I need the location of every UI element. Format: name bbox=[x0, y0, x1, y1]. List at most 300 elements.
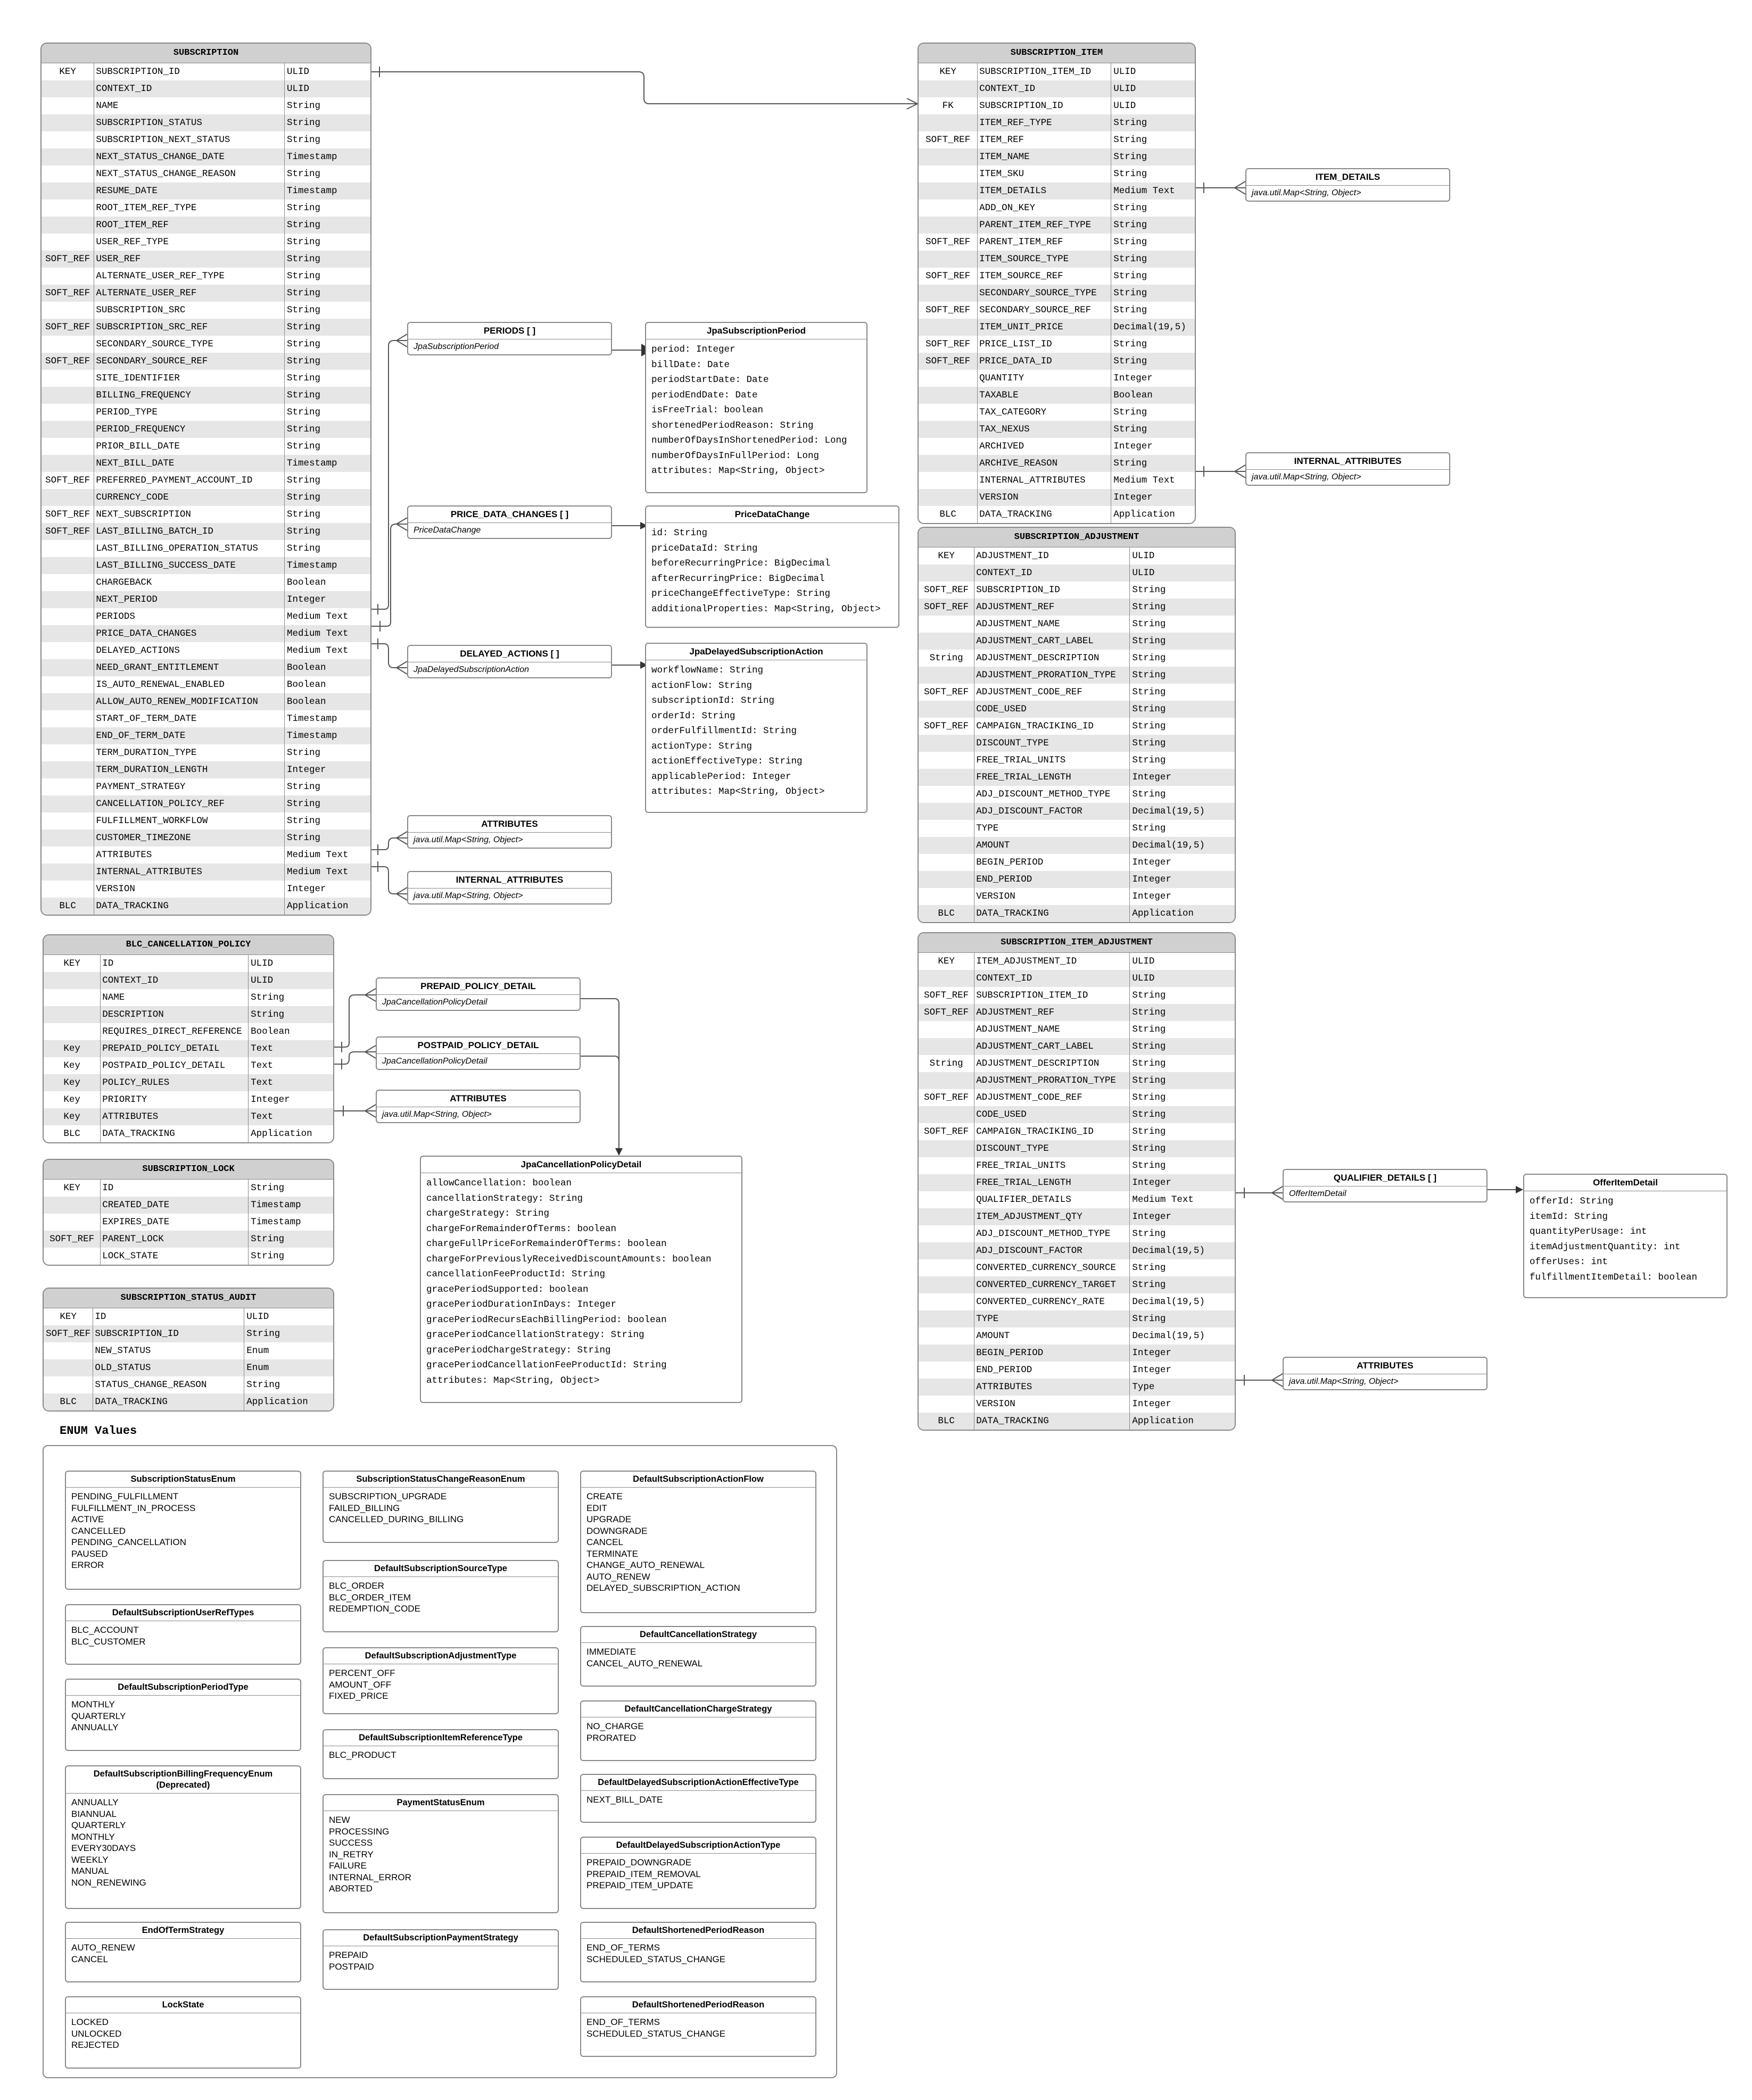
column-type-cell: String bbox=[1113, 288, 1147, 298]
column-type-cell: String bbox=[251, 1009, 285, 1020]
key-cell bbox=[42, 574, 94, 591]
enum-value: EDIT bbox=[586, 1503, 607, 1513]
column-name-cell: VERSION bbox=[974, 888, 1130, 905]
key-cell bbox=[42, 200, 94, 217]
key-cell: SOFT_REF bbox=[42, 353, 94, 370]
column-name-cell: VERSION bbox=[94, 881, 285, 898]
enum-payment-strategy bbox=[323, 1929, 559, 1990]
key-cell: KEY bbox=[919, 953, 974, 970]
table-row bbox=[919, 387, 1195, 404]
table-row bbox=[44, 955, 333, 972]
column-type-cell: String bbox=[1132, 990, 1166, 1001]
column-name-cell: ADJUSTMENT_DESCRIPTION bbox=[974, 1055, 1130, 1072]
column-name-cell: PRIOR_BILL_DATE bbox=[94, 438, 285, 455]
column-type-cell: ULID bbox=[287, 67, 310, 77]
class-field: actionType: String bbox=[651, 741, 753, 752]
table-row bbox=[919, 633, 1235, 650]
column-name-cell: DISCOUNT_TYPE bbox=[974, 735, 1130, 752]
column-name-cell: REQUIRES_DIRECT_REFERENCE bbox=[101, 1023, 249, 1040]
key-cell bbox=[919, 1157, 974, 1174]
column-name-cell: INTERNAL_ATTRIBUTES bbox=[94, 864, 285, 881]
enum-shortened-period-reason bbox=[580, 1922, 816, 1982]
column-name-cell: LOCK_STATE bbox=[101, 1248, 249, 1265]
column-name-cell: END_OF_TERM_DATE bbox=[94, 727, 285, 744]
column-type-cell: Timestamp bbox=[251, 1217, 301, 1227]
key-cell bbox=[42, 182, 94, 200]
table-row bbox=[919, 404, 1195, 421]
table-row bbox=[919, 769, 1235, 786]
column-name-cell: TERM_DURATION_TYPE bbox=[94, 744, 285, 761]
table-row bbox=[919, 148, 1195, 165]
table-row bbox=[44, 1214, 333, 1231]
column-type-cell: String bbox=[1132, 1280, 1166, 1290]
enum-value: PAUSED bbox=[71, 1548, 108, 1559]
table-row bbox=[44, 1308, 333, 1325]
table-row bbox=[42, 455, 370, 472]
column-type-cell: Integer bbox=[287, 765, 326, 775]
table-row bbox=[919, 582, 1235, 599]
table-row bbox=[44, 1006, 333, 1023]
box-type: PriceDataChange bbox=[414, 526, 481, 535]
column-name-cell: SUBSCRIPTION_ITEM_ID bbox=[974, 987, 1130, 1004]
column-type-cell: Integer bbox=[1132, 1399, 1171, 1409]
table-row bbox=[919, 565, 1235, 582]
column-name-cell: ADJUSTMENT_PRORATION_TYPE bbox=[974, 667, 1130, 684]
column-name-cell: SUBSCRIPTION_ITEM_ID bbox=[978, 63, 1111, 80]
column-name-cell: NEXT_BILL_DATE bbox=[94, 455, 285, 472]
column-type-cell: Decimal(19,5) bbox=[1132, 1246, 1205, 1256]
box-type: java.util.Map<String, Object> bbox=[1289, 1377, 1399, 1386]
box-title: JpaDelayedSubscriptionAction bbox=[646, 644, 866, 660]
class-field: chargeForRemainderOfTerms: boolean bbox=[426, 1223, 617, 1234]
key-cell bbox=[44, 972, 101, 989]
column-name-cell: TAX_NEXUS bbox=[978, 421, 1111, 438]
enum-section-heading: ENUM Values bbox=[60, 1424, 137, 1438]
column-type-cell: ULID bbox=[246, 1312, 269, 1322]
column-name-cell: ATTRIBUTES bbox=[94, 846, 285, 864]
key-cell bbox=[42, 881, 94, 898]
class-field: gracePeriodDurationInDays: Integer bbox=[426, 1299, 617, 1310]
column-type-cell: String bbox=[1132, 1143, 1166, 1154]
table-row bbox=[42, 251, 370, 268]
enum-value: ABORTED bbox=[329, 1883, 373, 1894]
table-row bbox=[919, 1089, 1235, 1106]
class-field: billDate: Date bbox=[651, 359, 730, 370]
column-type-cell: String bbox=[287, 118, 321, 128]
enum-value: BLC_ORDER bbox=[329, 1581, 384, 1591]
class-field: gracePeriodCancellationFeeProductId: String bbox=[426, 1360, 667, 1371]
column-type-cell: Application bbox=[1132, 908, 1194, 919]
column-name-cell: CAMPAIGN_TRACIKING_ID bbox=[974, 1123, 1130, 1140]
box-title: ATTRIBUTES bbox=[377, 1091, 580, 1107]
column-type-cell: ULID bbox=[287, 84, 310, 94]
key-cell bbox=[919, 148, 978, 165]
enum-value: IN_RETRY bbox=[329, 1849, 374, 1860]
class-field: numberOfDaysInFullPeriod: Long bbox=[651, 450, 820, 461]
enum-value: QUARTERLY bbox=[71, 1820, 126, 1830]
column-type-cell: ULID bbox=[1132, 973, 1155, 984]
column-name-cell: ALLOW_AUTO_RENEW_MODIFICATION bbox=[94, 693, 285, 710]
key-cell bbox=[919, 1021, 974, 1038]
table-row bbox=[919, 1055, 1235, 1072]
table-row bbox=[42, 540, 370, 557]
column-name-cell: ADD_ON_KEY bbox=[978, 200, 1111, 217]
column-type-cell: Integer bbox=[1113, 492, 1153, 503]
column-name-cell: QUANTITY bbox=[978, 370, 1111, 387]
column-name-cell: SUBSCRIPTION_ID bbox=[974, 582, 1130, 599]
enum-value: AMOUNT_OFF bbox=[329, 1679, 392, 1690]
column-type-cell: Timestamp bbox=[251, 1200, 301, 1210]
table-row bbox=[919, 752, 1235, 769]
column-type-cell: Integer bbox=[1132, 772, 1171, 783]
key-cell: BLC bbox=[919, 905, 974, 922]
box-type: JpaCancellationPolicyDetail bbox=[382, 998, 487, 1007]
enum-value: REDEMPTION_CODE bbox=[329, 1604, 420, 1614]
enum-delayed-action-effective-type bbox=[580, 1774, 816, 1823]
box-title: POSTPAID_POLICY_DETAIL bbox=[377, 1037, 580, 1054]
enum-delayed-action-type bbox=[580, 1837, 816, 1909]
key-cell bbox=[919, 888, 974, 905]
column-name-cell: SUBSCRIPTION_SRC_REF bbox=[94, 319, 285, 336]
key-cell: SOFT_REF bbox=[919, 1123, 974, 1140]
json-box-periods bbox=[407, 322, 612, 355]
column-name-cell: NEXT_STATUS_CHANGE_DATE bbox=[94, 148, 285, 165]
table-row bbox=[42, 489, 370, 506]
enum-value: BIANNUAL bbox=[71, 1808, 117, 1819]
class-field: priceChangeEffectiveType: String bbox=[651, 588, 831, 599]
class-field: offerUses: int bbox=[1530, 1257, 1608, 1267]
box-title: PriceDataChange bbox=[646, 507, 898, 523]
column-type-cell: Integer bbox=[251, 1094, 290, 1105]
key-cell bbox=[42, 812, 94, 829]
column-type-cell: String bbox=[1132, 1041, 1166, 1052]
column-type-cell: String bbox=[287, 782, 321, 792]
table-row bbox=[44, 1359, 333, 1376]
table-row bbox=[919, 1344, 1235, 1362]
column-name-cell: LAST_BILLING_OPERATION_STATUS bbox=[94, 540, 285, 557]
column-type-cell: String bbox=[287, 748, 321, 758]
class-box-jpa-cancellation-policy-detail bbox=[420, 1156, 742, 1403]
column-type-cell: String bbox=[1132, 755, 1166, 766]
table-row bbox=[44, 1231, 333, 1248]
class-field: additionalProperties: Map<String, Object> bbox=[651, 603, 881, 615]
column-type-cell: String bbox=[1132, 1058, 1166, 1069]
column-name-cell: CONVERTED_CURRENCY_TARGET bbox=[974, 1276, 1130, 1293]
column-type-cell: Medium Text bbox=[287, 628, 349, 639]
enum-title: DefaultSubscriptionPaymentStrategy bbox=[324, 1930, 558, 1946]
column-name-cell: PREFERRED_PAYMENT_ACCOUNT_ID bbox=[94, 472, 285, 489]
enum-title: DefaultCancellationChargeStrategy bbox=[581, 1701, 815, 1717]
column-type-cell: Decimal(19,5) bbox=[1132, 1297, 1205, 1307]
column-type-cell: Boolean bbox=[287, 577, 326, 588]
column-name-cell: AMOUNT bbox=[974, 837, 1130, 854]
key-cell: KEY bbox=[919, 547, 974, 565]
table-row bbox=[919, 1106, 1235, 1123]
key-cell: KEY bbox=[44, 1180, 101, 1197]
key-cell bbox=[42, 864, 94, 881]
key-cell: SOFT_REF bbox=[44, 1325, 93, 1342]
enum-value: REJECTED bbox=[71, 2040, 119, 2050]
column-name-cell: ADJUSTMENT_CODE_REF bbox=[974, 684, 1130, 701]
class-field: chargeStrategy: String bbox=[426, 1208, 550, 1219]
column-type-cell: String bbox=[287, 543, 321, 554]
table-row bbox=[42, 63, 370, 80]
column-name-cell: POLICY_RULES bbox=[101, 1074, 249, 1091]
key-cell: BLC bbox=[44, 1393, 93, 1410]
column-type-cell: String bbox=[1132, 687, 1166, 698]
table-row bbox=[919, 182, 1195, 200]
column-name-cell: PARENT_ITEM_REF bbox=[978, 234, 1111, 251]
table-row bbox=[44, 1248, 333, 1265]
column-name-cell: ADJUSTMENT_NAME bbox=[974, 616, 1130, 633]
table-row bbox=[42, 268, 370, 285]
key-cell: SOFT_REF bbox=[919, 353, 978, 370]
column-type-cell: Text bbox=[251, 1077, 274, 1088]
key-cell bbox=[42, 557, 94, 574]
table-row bbox=[919, 455, 1195, 472]
key-cell bbox=[44, 1197, 101, 1214]
table-row bbox=[919, 1140, 1235, 1157]
enum-value: QUARTERLY bbox=[71, 1711, 126, 1721]
enum-title: PaymentStatusEnum bbox=[324, 1795, 558, 1811]
column-name-cell: TAXABLE bbox=[978, 387, 1111, 404]
column-type-cell: String bbox=[287, 407, 321, 418]
key-cell bbox=[44, 1376, 93, 1393]
json-box-postpaid-policy-detail bbox=[376, 1036, 581, 1070]
class-field: periodStartDate: Date bbox=[651, 375, 769, 385]
column-name-cell: CONTEXT_ID bbox=[974, 970, 1130, 987]
table-row bbox=[42, 97, 370, 114]
box-title: JpaSubscriptionPeriod bbox=[646, 323, 866, 339]
column-type-cell: String bbox=[287, 288, 321, 298]
key-cell: BLC bbox=[919, 1413, 974, 1430]
column-type-cell: Decimal(19,5) bbox=[1132, 806, 1205, 817]
enum-title: DefaultDelayedSubscriptionActionType bbox=[581, 1838, 815, 1854]
column-type-cell: String bbox=[287, 441, 321, 452]
enum-subscription-status bbox=[65, 1471, 301, 1590]
column-type-cell: ULID bbox=[1132, 956, 1155, 967]
key-cell bbox=[919, 1362, 974, 1379]
enum-title: EndOfTermStrategy bbox=[66, 1923, 300, 1939]
column-type-cell: String bbox=[1132, 1263, 1166, 1273]
class-field: gracePeriodCancellationStrategy: String bbox=[426, 1330, 644, 1340]
column-name-cell: TAX_CATEGORY bbox=[978, 404, 1111, 421]
json-box-prepaid-policy-detail bbox=[376, 977, 581, 1011]
column-type-cell: Integer bbox=[1132, 857, 1171, 868]
key-cell bbox=[919, 1327, 974, 1344]
table-row bbox=[44, 1074, 333, 1091]
class-box-offer-item-detail bbox=[1523, 1174, 1728, 1298]
column-type-cell: String bbox=[1113, 305, 1147, 316]
column-name-cell: BILLING_FREQUENCY bbox=[94, 387, 285, 404]
box-title: PERIODS [ ] bbox=[408, 323, 611, 339]
column-type-cell: Medium Text bbox=[1113, 475, 1175, 486]
key-cell bbox=[919, 1106, 974, 1123]
key-cell bbox=[42, 625, 94, 642]
enum-value: NON_RENEWING bbox=[71, 1877, 146, 1888]
class-field: quantityPerUsage: int bbox=[1530, 1226, 1647, 1237]
column-type-cell: String bbox=[1132, 1075, 1166, 1086]
column-type-cell: String bbox=[1132, 1092, 1166, 1103]
table-row bbox=[42, 148, 370, 165]
column-type-cell: String bbox=[287, 322, 321, 333]
column-name-cell: NEXT_PERIOD bbox=[94, 591, 285, 608]
column-name-cell: END_PERIOD bbox=[974, 1362, 1130, 1379]
column-name-cell: RESUME_DATE bbox=[94, 182, 285, 200]
column-type-cell: String bbox=[1113, 339, 1147, 350]
enum-payment-status bbox=[323, 1794, 559, 1913]
table-row bbox=[44, 1125, 333, 1142]
table-row bbox=[919, 251, 1195, 268]
key-cell bbox=[919, 1208, 974, 1225]
column-name-cell: USER_REF bbox=[94, 251, 285, 268]
column-type-cell: String bbox=[1132, 1007, 1166, 1018]
column-name-cell: ADJUSTMENT_REF bbox=[974, 1004, 1130, 1021]
key-cell bbox=[919, 387, 978, 404]
box-type: java.util.Map<String, Object> bbox=[1252, 472, 1361, 482]
enum-title: SubscriptionStatusChangeReasonEnum bbox=[324, 1472, 558, 1488]
box-title: DELAYED_ACTIONS [ ] bbox=[408, 646, 611, 662]
column-type-cell: Boolean bbox=[287, 679, 326, 690]
enum-value: ERROR bbox=[71, 1560, 104, 1570]
column-name-cell: PERIOD_TYPE bbox=[94, 404, 285, 421]
table-row bbox=[919, 786, 1235, 803]
enum-user-ref-types bbox=[65, 1604, 301, 1665]
column-name-cell: IS_AUTO_RENEWAL_ENABLED bbox=[94, 676, 285, 693]
column-type-cell: String bbox=[251, 1183, 285, 1193]
column-type-cell: ULID bbox=[1113, 67, 1136, 77]
enum-value: ANNUALLY bbox=[71, 1722, 119, 1732]
table-row bbox=[919, 80, 1195, 97]
table-row bbox=[42, 591, 370, 608]
key-cell: SOFT_REF bbox=[44, 1231, 101, 1248]
column-name-cell: DISCOUNT_TYPE bbox=[974, 1140, 1130, 1157]
table-row bbox=[42, 421, 370, 438]
table-row bbox=[42, 557, 370, 574]
table-row bbox=[919, 718, 1235, 735]
table-row bbox=[919, 1293, 1235, 1310]
enum-value: NEW bbox=[329, 1815, 350, 1825]
key-cell bbox=[42, 540, 94, 557]
enum-value: BLC_ORDER_ITEM bbox=[329, 1592, 411, 1603]
enum-value: DELAYED_SUBSCRIPTION_ACTION bbox=[586, 1583, 740, 1593]
key-cell bbox=[919, 182, 978, 200]
column-name-cell: DATA_TRACKING bbox=[93, 1393, 244, 1410]
table-row bbox=[919, 1276, 1235, 1293]
column-type-cell: Decimal(19,5) bbox=[1113, 322, 1186, 333]
enum-value: PENDING_FULFILLMENT bbox=[71, 1491, 179, 1501]
column-name-cell: ADJUSTMENT_CART_LABEL bbox=[974, 633, 1130, 650]
column-name-cell: CAMPAIGN_TRACIKING_ID bbox=[974, 718, 1130, 735]
column-name-cell: ADJUSTMENT_PRORATION_TYPE bbox=[974, 1072, 1130, 1089]
table-row bbox=[919, 131, 1195, 148]
table-row bbox=[42, 676, 370, 693]
table-row bbox=[919, 888, 1235, 905]
key-cell bbox=[919, 1344, 974, 1362]
column-name-cell: ITEM_ADJUSTMENT_ID bbox=[974, 953, 1130, 970]
column-type-cell: String bbox=[1113, 458, 1147, 469]
table-row bbox=[44, 1393, 333, 1410]
table-row bbox=[919, 650, 1235, 667]
box-type: JpaSubscriptionPeriod bbox=[414, 342, 499, 351]
table-row bbox=[919, 438, 1195, 455]
table-row bbox=[44, 1091, 333, 1108]
column-type-cell: String bbox=[1113, 135, 1147, 145]
key-cell bbox=[42, 387, 94, 404]
enum-value: MONTHLY bbox=[71, 1699, 115, 1709]
class-field: beforeRecurringPrice: BigDecimal bbox=[651, 558, 831, 569]
column-type-cell: Application bbox=[246, 1397, 308, 1407]
column-name-cell: ADJUSTMENT_DESCRIPTION bbox=[974, 650, 1130, 667]
column-type-cell: Decimal(19,5) bbox=[1132, 840, 1205, 851]
key-cell bbox=[42, 761, 94, 778]
column-type-cell: ULID bbox=[1132, 551, 1155, 561]
key-cell bbox=[919, 565, 974, 582]
key-cell bbox=[919, 616, 974, 633]
key-cell bbox=[919, 285, 978, 302]
column-name-cell: DELAYED_ACTIONS bbox=[94, 642, 285, 659]
column-type-cell: Timestamp bbox=[287, 152, 337, 162]
key-cell: SOFT_REF bbox=[919, 987, 974, 1004]
key-cell bbox=[919, 803, 974, 820]
column-name-cell: ITEM_DETAILS bbox=[978, 182, 1111, 200]
class-box-jpa-delayed-subscription-action bbox=[645, 643, 867, 813]
enum-title: DefaultSubscriptionPeriodType bbox=[66, 1680, 300, 1696]
column-type-cell: String bbox=[1132, 602, 1166, 612]
column-type-cell: String bbox=[1132, 704, 1166, 715]
column-name-cell: SUBSCRIPTION_SRC bbox=[94, 302, 285, 319]
table-row bbox=[919, 820, 1235, 837]
key-cell bbox=[919, 1293, 974, 1310]
box-type: OfferItemDetail bbox=[1289, 1189, 1346, 1198]
enum-period-type bbox=[65, 1679, 301, 1751]
column-type-cell: Enum bbox=[246, 1363, 269, 1373]
column-name-cell: ALTERNATE_USER_REF_TYPE bbox=[94, 268, 285, 285]
column-name-cell: ATTRIBUTES bbox=[974, 1379, 1130, 1396]
column-name-cell: OLD_STATUS bbox=[93, 1359, 244, 1376]
table-title: SUBSCRIPTION_STATUS_AUDIT bbox=[44, 1289, 333, 1308]
enum-title: DefaultDelayedSubscriptionActionEffectiveType bbox=[581, 1775, 815, 1791]
enum-value: IMMEDIATE bbox=[586, 1647, 637, 1657]
enum-value: PREPAID_DOWNGRADE bbox=[586, 1857, 692, 1867]
enum-lock-state bbox=[65, 1996, 301, 2069]
enum-value: SUBSCRIPTION_UPGRADE bbox=[329, 1491, 447, 1501]
column-type-cell: Medium Text bbox=[287, 611, 349, 622]
table-row bbox=[42, 387, 370, 404]
column-name-cell: CONVERTED_CURRENCY_RATE bbox=[974, 1293, 1130, 1310]
table-row bbox=[919, 684, 1235, 701]
column-name-cell: PARENT_LOCK bbox=[101, 1231, 249, 1248]
table-row bbox=[42, 438, 370, 455]
key-cell bbox=[919, 1379, 974, 1396]
key-cell bbox=[919, 1038, 974, 1055]
table-row bbox=[919, 1157, 1235, 1174]
column-name-cell: CANCELLATION_POLICY_REF bbox=[94, 795, 285, 812]
class-field: attributes: Map<String, Object> bbox=[651, 786, 825, 797]
column-type-cell: ULID bbox=[1113, 84, 1136, 94]
column-name-cell: ADJUSTMENT_CODE_REF bbox=[974, 1089, 1130, 1106]
table-row bbox=[919, 234, 1195, 251]
column-type-cell: String bbox=[251, 1251, 285, 1261]
enum-action-flow bbox=[580, 1471, 816, 1613]
column-name-cell: START_OF_TERM_DATE bbox=[94, 710, 285, 727]
table-row bbox=[919, 1225, 1235, 1242]
column-type-cell: Boolean bbox=[287, 696, 326, 707]
enum-shortened-period-reason-2 bbox=[580, 1996, 816, 2057]
column-name-cell: DATA_TRACKING bbox=[94, 898, 285, 915]
table-row bbox=[42, 761, 370, 778]
enum-billing-frequency bbox=[65, 1765, 301, 1909]
